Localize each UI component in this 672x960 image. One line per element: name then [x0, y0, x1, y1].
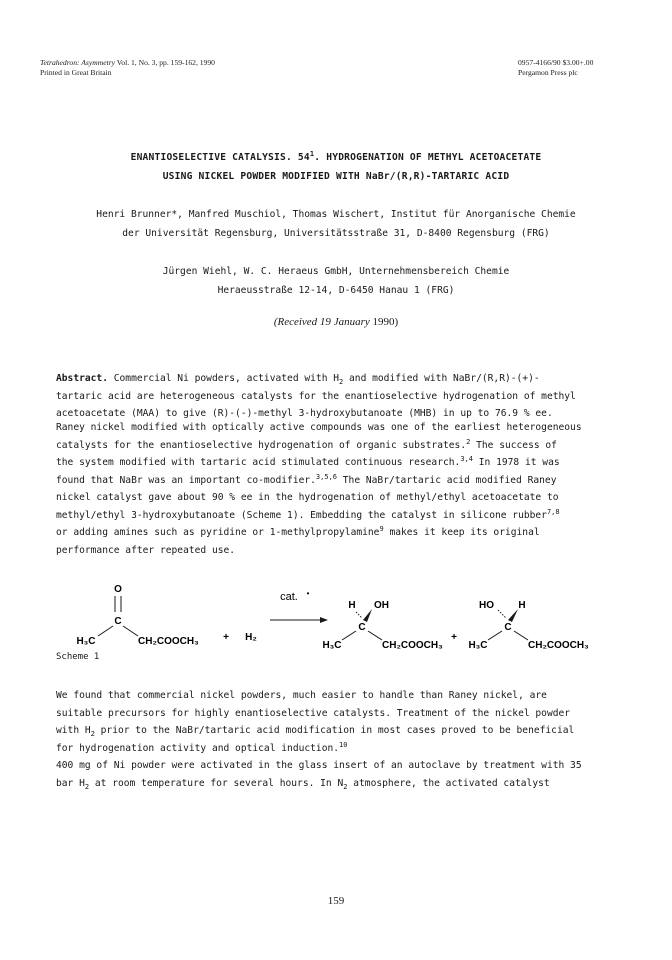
authors-line3: Jürgen Wiehl, W. C. Heraeus GmbH, Unternehmensbereich Chemie [162, 266, 510, 277]
printed-note: Printed in Great Britain [40, 68, 112, 77]
received-date: (Received 19 January 1990) [273, 316, 399, 328]
product-r-methyl: H₃C [322, 640, 342, 651]
results-paragraph: We found that commercial nickel powders, much easier to handle than Raney nickel, are suitable precursors for highly enantioselective catalysts. Treatment of the nickel powder with $H_2$ prior to the NaBr/tartaric acid modification in most cases proved to be beneficial for hydrogenation activity and optical induction.$^{10}$ [56, 690, 575, 754]
authors-line2: der Universität Regensburg, Universitätsstraße 31, D-8400 Regensburg (FRG) [122, 228, 550, 239]
authors-line1: Henri Brunner*, Manfred Muschiol, Thomas Wischert, Institut für Anorganische Chemie [96, 209, 576, 220]
authors-line4: Heraeusstraße 12-14, D-6450 Hanau 1 (FRG) [217, 285, 455, 296]
product-s-carbon: C [504, 622, 512, 633]
ester-group: CH₂COOCH₃ [138, 636, 199, 647]
issn-price: 0957-4166/90 $3.00+.00 [518, 58, 594, 67]
product-r-hydrogen: H [348, 600, 356, 611]
product-r-ester: CH₂COOCH₃ [382, 640, 443, 651]
reactant-maa [76, 584, 199, 647]
journal-header [40, 58, 215, 78]
product-r-isomer [322, 600, 443, 651]
abstract-label: Abstract. [56, 373, 108, 384]
paper-title-line2: USING NICKEL POWDER MODIFIED WITH NaBr/(R,R)-TARTARIC ACID [162, 171, 510, 182]
reaction-scheme [56, 582, 616, 654]
product-r-carbon: C [358, 622, 366, 633]
hydrogen-reagent: H₂ [245, 632, 257, 643]
product-s-ester: CH₂COOCH₃ [528, 640, 589, 651]
product-s-isomer [468, 600, 589, 651]
catalyst-label: cat. [280, 591, 298, 603]
intro-paragraph: Raney nickel modified with optically active compounds was one of the earliest heterogeneous catalysts for the enantioselective hydrogenation of organic substrates.$^2$ The success of the system modified with tartaric acid stimulated continuous research.$^{3,4}$ In 1978 it was found that NaBr was an important co-modifier.$^{3,5,6}$ The NaBr/tartaric acid modified Raney nickel catalyst gave about 90 % ee in the hydrogenation of methyl/ethyl acetoacetate to methyl/ethyl 3-hydroxybutanoate (Scheme 1). Embedding the catalyst in silicone rubber$^{7,8}$ or adding amines such as pyridine or 1-methylpropylamine$^9$ makes it keep its original performance after repeated use. [56, 422, 582, 556]
product-s-hydrogen: H [518, 600, 526, 611]
plus-sign-1: + [223, 632, 229, 643]
scheme-label: Scheme 1 [56, 652, 100, 662]
reaction-arrow [270, 589, 328, 623]
plus-sign-2: + [451, 632, 457, 643]
paper-title-line1: ENANTIOSELECTIVE CATALYSIS. $54^1$. HYDROGENATION OF METHYL ACETOACETATE [130, 149, 542, 163]
abstract: Abstract. Commercial Ni powders, activated with $H_2$ and modified with NaBr/(R,R)-(+)- tartaric acid are heterogeneous catalysts for the enantioselective hydrogenation of methyl acetoacetate (MAA) to give (R)-(-)-methyl 3-hydroxybutanoate (MHB) in up to 76.9 % ee. [56, 373, 576, 419]
product-s-methyl: H₃C [468, 640, 488, 651]
publisher-header [518, 58, 593, 78]
method-paragraph: 400 mg of Ni powder were activated in the glass insert of an autoclave by treatment with 35 bar $H_2$ at room temperature for several hours. In $N_2$ atmosphere, the activated catalyst [56, 760, 582, 791]
methyl-group: H₃C [76, 636, 96, 647]
ketone-oxygen: O [114, 584, 122, 595]
publisher-name: Pergamon Press plc [518, 68, 578, 77]
product-s-hydroxyl: HO [479, 600, 494, 611]
catalyst-mark: • [306, 589, 310, 598]
product-r-hydroxyl: OH [374, 600, 389, 611]
journal-citation: Vol. 1, No. 3, pp. 159-162, 1990 [115, 58, 215, 67]
journal-name: Tetrahedron: Asymmetry [40, 58, 116, 67]
carbonyl-carbon: C [114, 616, 122, 627]
page-number: 159 [327, 895, 345, 907]
